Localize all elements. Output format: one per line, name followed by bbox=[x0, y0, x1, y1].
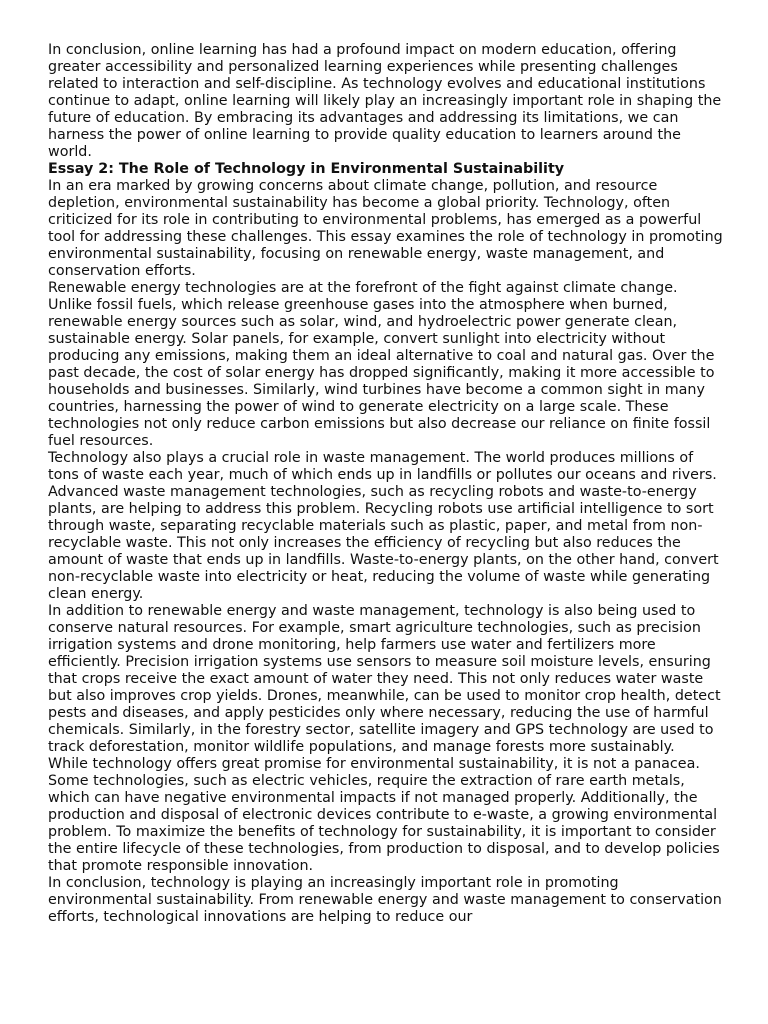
intro-conclusion-paragraph: In conclusion, online learning has had a profound impact on modern education, offering greater accessibility and personalized learning experiences while presenting challenges related to interaction and self-discipline. As technology evolves and educational institutions continue to adapt, online learning will likely play an increasingly important role in shaping the future of education. By embracing its advantages and addressing its limitations, we can harness the power of online learning to provide quality education to learners around the world. bbox=[48, 42, 722, 160]
essay-intro-paragraph: In an era marked by growing concerns about climate change, pollution, and resource depletion, environmental sustainability has become a global priority. Technology, often criticized for its role in contributing to environmental problems, has emerged as a powerful tool for addressing these challenges. This essay examines the role of technology in promoting environmental sustainability, focusing on renewable energy, waste management, and conservation efforts. bbox=[48, 178, 723, 279]
essay-title: Essay 2: The Role of Technology in Environmental Sustainability bbox=[48, 161, 565, 177]
conservation-paragraph: In addition to renewable energy and waste management, technology is also being used to conserve natural resources. For example, smart agriculture technologies, such as precision irrigation systems and drone monitoring, help farmers use water and fertilizers more efficiently. Precision irrigation systems use sensors to measure soil moisture levels, ensuring that crops receive the exact amount of water they need. This not only reduces water waste but also improves crop yields. Drones, meanwhile, can be used to monitor crop health, detect pests and diseases, and apply pesticides only where necessary, reducing the use of harmful chemicals. Similarly, in the forestry sector, satellite imagery and GPS technology are used to track deforestation, monitor wildlife populations, and manage forests more sustainably. bbox=[48, 603, 721, 755]
essay-conclusion-paragraph: In conclusion, technology is playing an increasingly important role in promoting environmental sustainability. From renewable energy and waste management to conservation efforts, technological innovations are helping to reduce our bbox=[48, 875, 722, 925]
limitations-paragraph: While technology offers great promise for environmental sustainability, it is not a panacea. Some technologies, such as electric vehicles, require the extraction of rare earth metals, which can have negative environmental impacts if not managed properly. Additionally, the production and disposal of electronic devices contribute to e-waste, a growing environmental problem. To maximize the benefits of technology for sustainability, it is important to consider the entire lifecycle of these technologies, from production to disposal, and to develop policies that promote responsible innovation. bbox=[48, 756, 720, 874]
waste-management-paragraph: Technology also plays a crucial role in waste management. The world produces millions of tons of waste each year, much of which ends up in landfills or pollutes our oceans and rivers. Advanced waste management technologies, such as recycling robots and waste-to-energy plants, are helping to address this problem. Recycling robots use artificial intelligence to sort through waste, separating recyclable materials such as plastic, paper, and metal from non-recyclable waste. This not only increases the efficiency of recycling but also reduces the amount of waste that ends up in landfills. Waste-to-energy plants, on the other hand, convert non-recyclable waste into electricity or heat, reducing the volume of waste while generating clean energy. bbox=[48, 450, 719, 602]
renewable-energy-paragraph: Renewable energy technologies are at the forefront of the fight against climate change. Unlike fossil fuels, which release greenhouse gases into the atmosphere when burned, renewable energy sources such as solar, wind, and hydroelectric power generate clean, sustainable energy. Solar panels, for example, convert sunlight into electricity without producing any emissions, making them an ideal alternative to coal and natural gas. Over the past decade, the cost of solar energy has dropped significantly, making it more accessible to households and businesses. Similarly, wind turbines have become a common sight in many countries, harnessing the power of wind to generate electricity on a large scale. These technologies not only reduce carbon emissions but also decrease our reliance on finite fossil fuel resources. bbox=[48, 280, 715, 449]
document-page bbox=[48, 42, 724, 926]
